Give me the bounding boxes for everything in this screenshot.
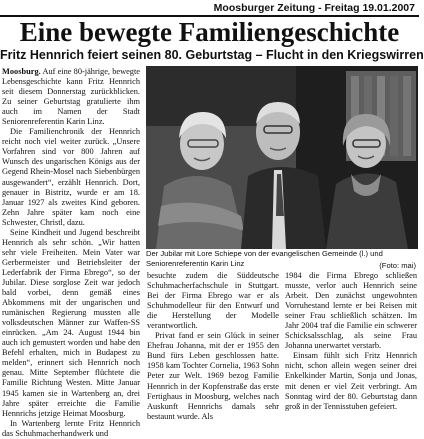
article-paragraph: Einsam fühlt sich Fritz Hennrich nicht, schon allein wegen seiner drei Enkelkinder Martin, Sonja und Jonas, mit denen er viel Zeit verbringt. Am Sonntag wird der 80. Geburtstag dann groß in der Tennisstuben gefeiert. [285,351,417,411]
dateline: Moosburg. [2,67,41,76]
article-paragraph: besuchte zudem die Süddeutsche Schuhmacherfachschule in Stuttgart. Bei der Firma Ebrego war er als Schuhmodelleur für den Entwurf und die Herstellung der Modelle verantwortlich. [147,271,279,331]
newspaper-name: Moosburger Zeitung [213,2,316,14]
headline: Eine bewegte Familiengeschichte [19,17,400,47]
article-column-3 [285,271,417,411]
photo-credit: (Foto: mai) [379,261,416,270]
article-column-1 [2,67,140,438]
subheadline: Fritz Hennrich feiert seinen 80. Geburtstag – Flucht in den Kriegswirren [0,48,424,62]
photo-caption [146,249,418,271]
masthead [0,0,419,16]
article-photo [146,66,418,249]
article-paragraph: Privat fand er sein Glück in seiner Ehefrau Johanna, mit der er 1955 den Bund fürs Leben geschlossen hatte. 1958 kam Tochter Cornelia, 1963 Sohn Peter zur Welt. 1969 bezog Familie Hennrich in der Kopfenstraße das erste Fertighaus in Moosburg, welches nach Auskunft Hennrichs damals sehr bestaunt wurde. Als [147,331,279,421]
masthead-separator: - [315,2,325,14]
paragraph-text: Auf eine 80-jährige, bewegte Lebensgeschichte kann Fritz Hennrich seit diesem Donnerstag zurückblicken. Zu seiner Geburtstag gratulierte ihm auch im Namen der Stadt Seniorenreferentin Karin Linz. [2,67,140,127]
article-paragraph [2,67,140,127]
article-paragraph: In Wartenberg lernte Fritz Hennrich das Schuhmacherhandwerk und [2,418,140,438]
article-column-2 [147,271,279,421]
article-paragraph: Seine Kindheit und Jugend beschreibt Hennrich als sehr schön. „Wir hatten sehr viele Freiheiten. Mein Vater war Gerbermeister und Betriebsleiter der Lederfabrik der Firma Ebrego“, so der Jubilar. Diese sorglose Zeit war jedoch bald vorbei, denn gemäß eines Abkommens mit der ungarischen und rumänischen Regierung mussten alle volksdeutschen Männer zur Waffen-SS einrücken. „Am 24. August 1944 bin auch ich gemustert worden und habe den Befehl erhalten, mich in Budapest zu melden“, erinnert sich Hennrich noch genau. Mitte September flüchtete die Familie Richtung Westen. Mitte Januar 1945 kamen sie in Wartenberg an, drei Jahre später erreichte die Familie Hennrichs jetzige Heimat Moosburg. [2,227,140,418]
photo-illustration [146,66,418,249]
caption-text: Der Jubilar mit Lore Schiepe von der evangelischen Gemeinde (l.) und Seniorenreferentin Karin Linz [146,249,383,268]
issue-date: Freitag 19.01.2007 [324,2,415,14]
article-paragraph: Die Familienchronik der Hennrich reicht noch viel weiter zurück. „Unsere Vorfahren sind vor 800 Jahren auf Wunsch des ungarischen Königs aus der Gegend Rhein-Mosel nach Siebenbürgen ausgewandert“, erzählt Hennrich. Dort, genauer in Bistritz, wurde er am 18. Januar 1927 als zweites Kind geboren. Zehn Jahre später kam noch eine Schwester, Christl, dazu. [2,127,140,227]
article-paragraph: 1984 die Firma Ebrego schließen musste, verlor auch Hennrich seine Arbeit. Den zunächst ungewohnten Vorruhestand lernte er bei Reisen mit seiner Frau schließlich schätzen. Im Jahr 2004 traf die Familie ein schwerer Schicksalsschlag, als seine Frau Johanna unerwartet verstarb. [285,271,417,351]
